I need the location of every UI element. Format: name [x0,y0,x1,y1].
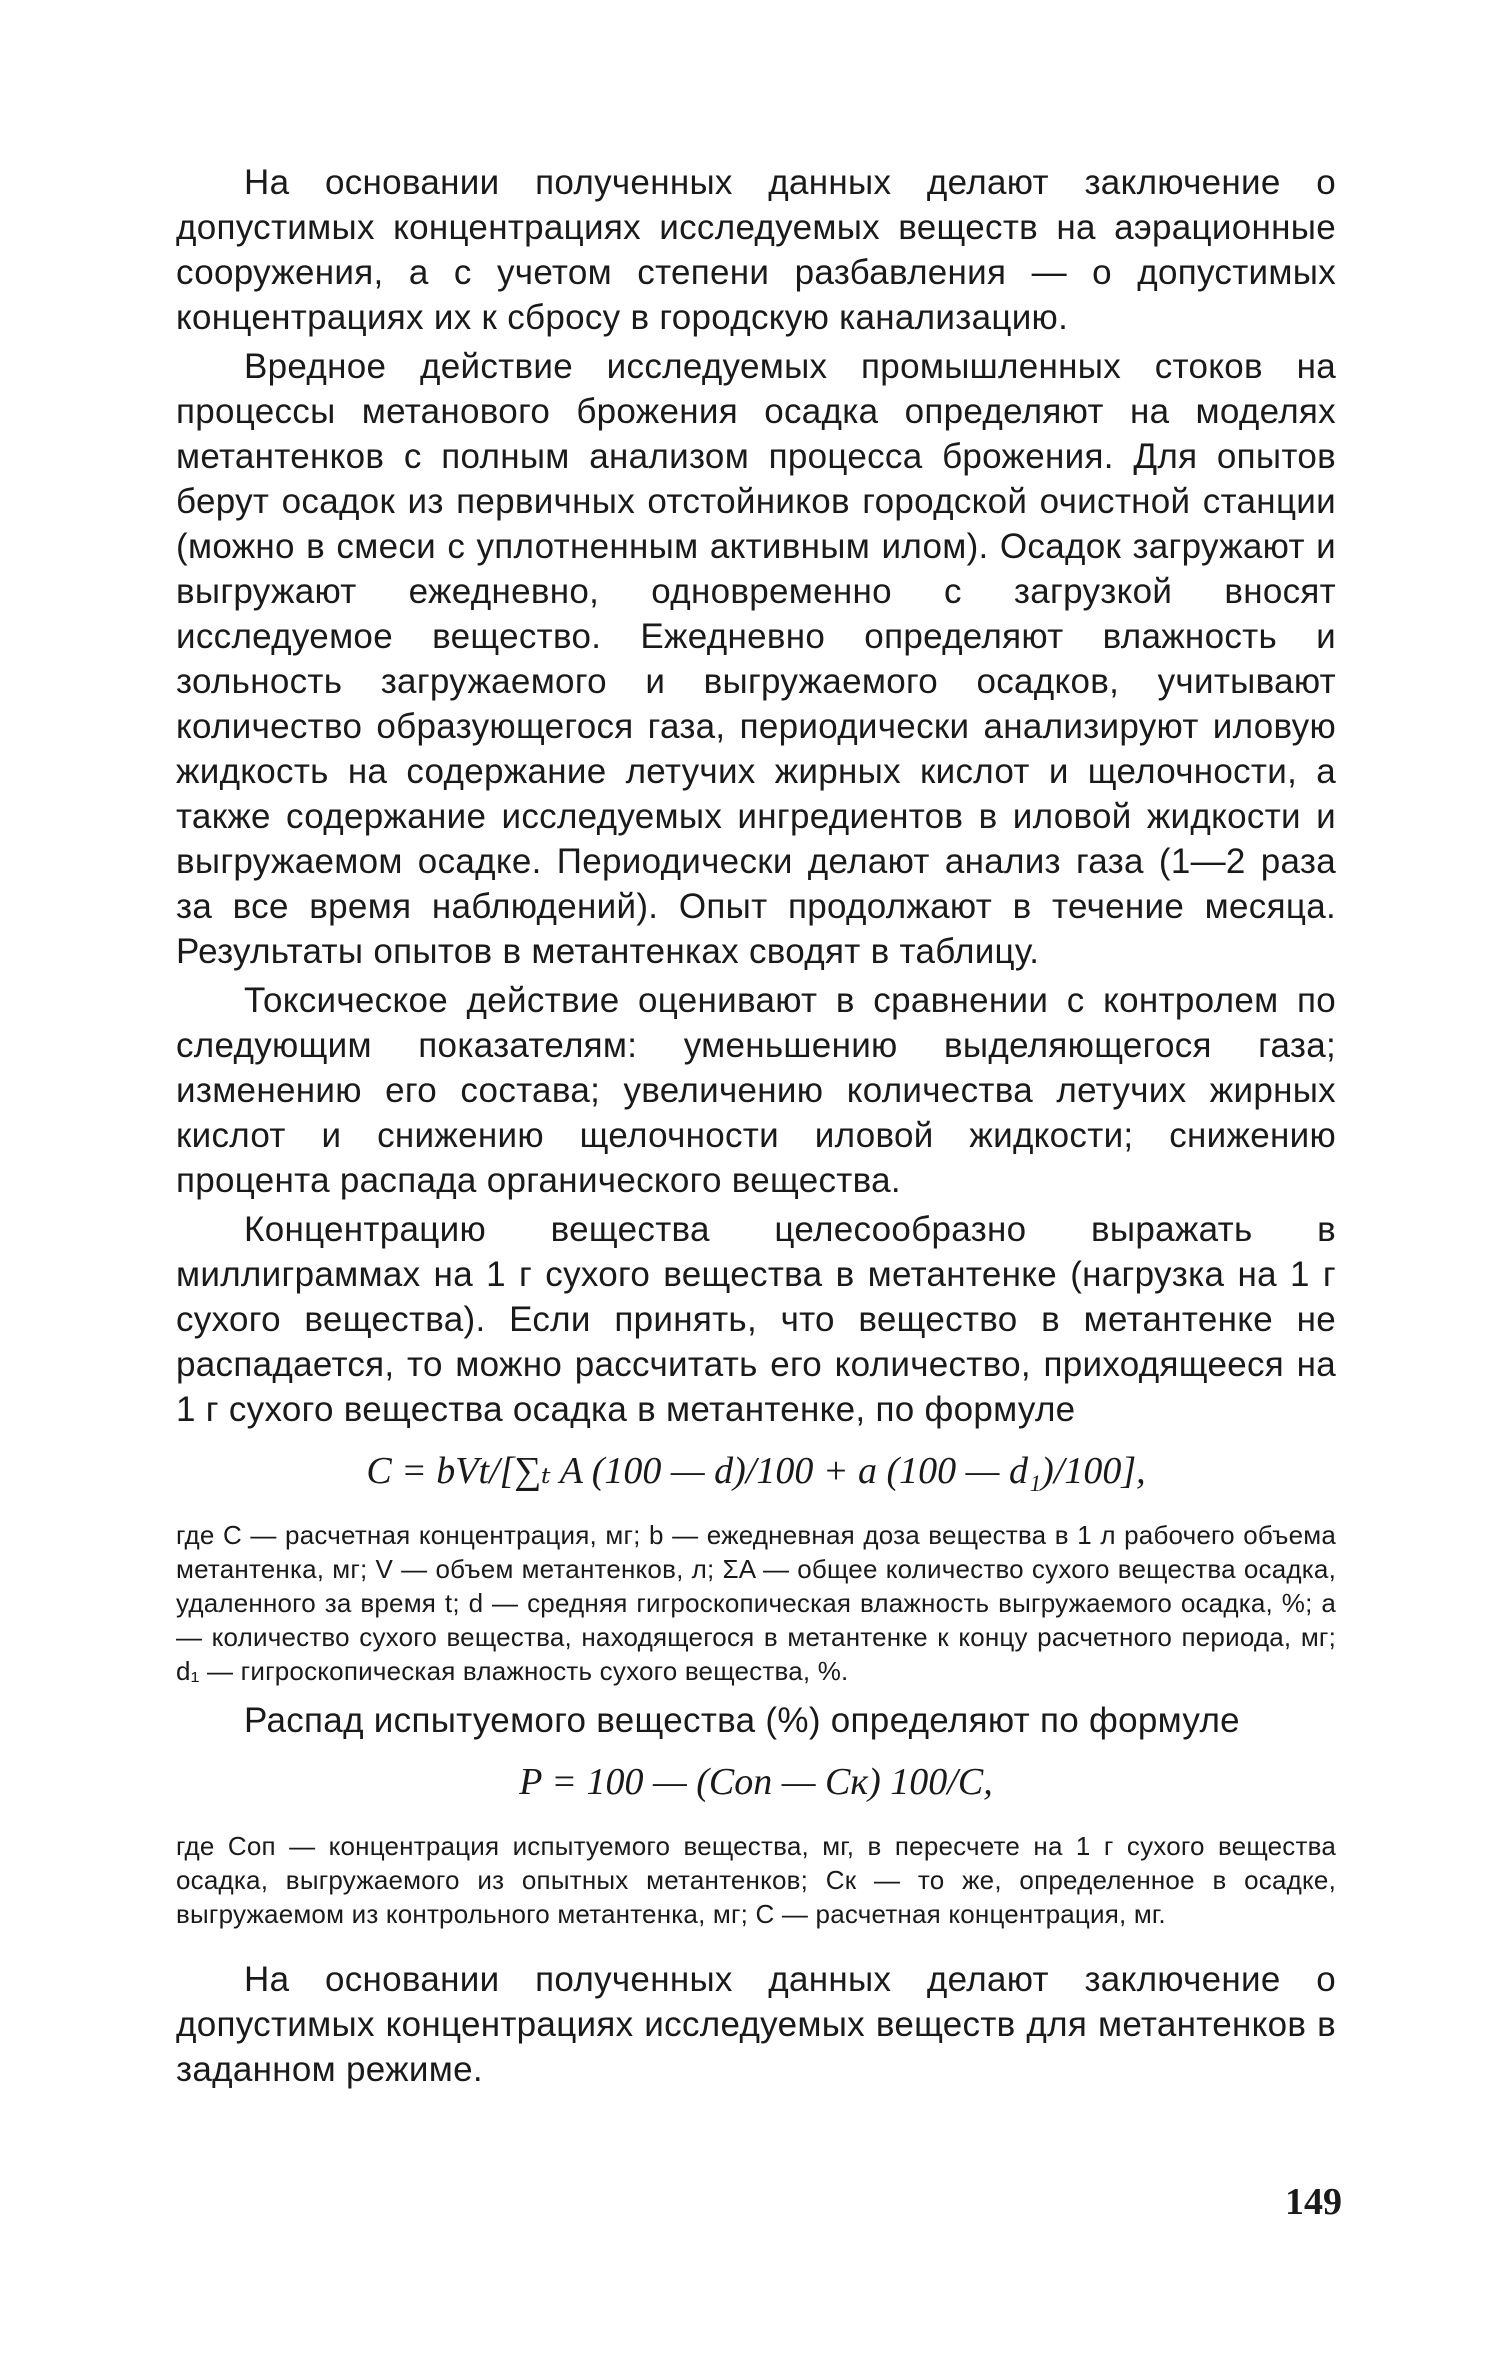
formula-1-legend: где C — расчетная концентрация, мг; b — ежедневная доза вещества в 1 л рабочего объема метантенка, мг; V — объем метантенков, л; ΣA — общее количество сухого вещества осадка, удаленного за время t; d — средняя гигроскопическая влажность выгружаемого осадка, %; a — количество сухого вещества, находящегося в метантенке к концу расчетного периода, мг; d₁ — гигроскопическая влажность сухого вещества, %. [176,1520,1336,1686]
paragraph-4: Концентрацию вещества целесообразно выражать в миллиграммах на 1 г сухого вещества в метантенке (нагрузка на 1 г сухого вещества). Если принять, что вещество в метантенке не распадается, то можно рассчитать его количество, приходящееся на 1 г сухого вещества осадка в метантенке, по формуле [176,1210,1336,1429]
paragraph-5: Распад испытуемого вещества (%) определяют по формуле [244,1701,1240,1740]
formula-decay: P = 100 — (Cоп — Cк) 100/C, [519,1761,993,1803]
paragraph-2: Вредное действие исследуемых промышленных стоков на процессы метанового брожения осадка определяют на моделях метантенков с полным анализом процесса брожения. Для опытов берут осадок из первичных отстойников городской очистной станции (можно в смеси с уплотненным активным илом). Осадок загружают и выгружают ежедневно, одновременно с загрузкой вносят исследуемое вещество. Ежедневно определяют влажность и зольность загружаемого и выгружаемого осадков, учитывают количество образующегося газа, периодически анализируют иловую жидкость на содержание летучих жирных кислот и щелочности, а также содержание исследуемых ингредиентов в иловой жидкости и выгружаемом осадке. Периодически делают анализ газа (1—2 раза за все время наблюдений). Опыт продолжают в течение месяца. Результаты опытов в метантенках сводят в таблицу. [176,347,1336,971]
formula-2-legend: где Cоп — концентрация испытуемого вещества, мг, в пересчете на 1 г сухого вещества осадка, выгружаемого из опытных метантенков; Cк — то же, определенное в осадке, выгружаемом из контрольного метантенка, мг; C — расчетная концентрация, мг. [176,1831,1336,1929]
paragraph-6: На основании полученных данных делают заключение о допустимых концентрациях исследуемых веществ для метантенков в заданном режиме. [176,1960,1336,2089]
formula-concentration: C = bVt/[∑ₜ A (100 — d)/100 + a (100 — d₁)/100], [366,1450,1146,1492]
page-body [176,160,1336,2096]
paragraph-1: На основании полученных данных делают заключение о допустимых концентрациях исследуемых веществ на аэрационные сооружения, а с учетом степени разбавления — о допустимых концентрациях их к сбросу в городскую канализацию. [176,163,1336,337]
page-number: 149 [1285,2181,1342,2223]
paragraph-3: Токсическое действие оценивают в сравнении с контролем по следующим показателям: уменьшению выделяющегося газа; изменению его состава; увеличению количества летучих жирных кислот и снижению щелочности иловой жидкости; снижению процента распада органического вещества. [176,981,1336,1200]
